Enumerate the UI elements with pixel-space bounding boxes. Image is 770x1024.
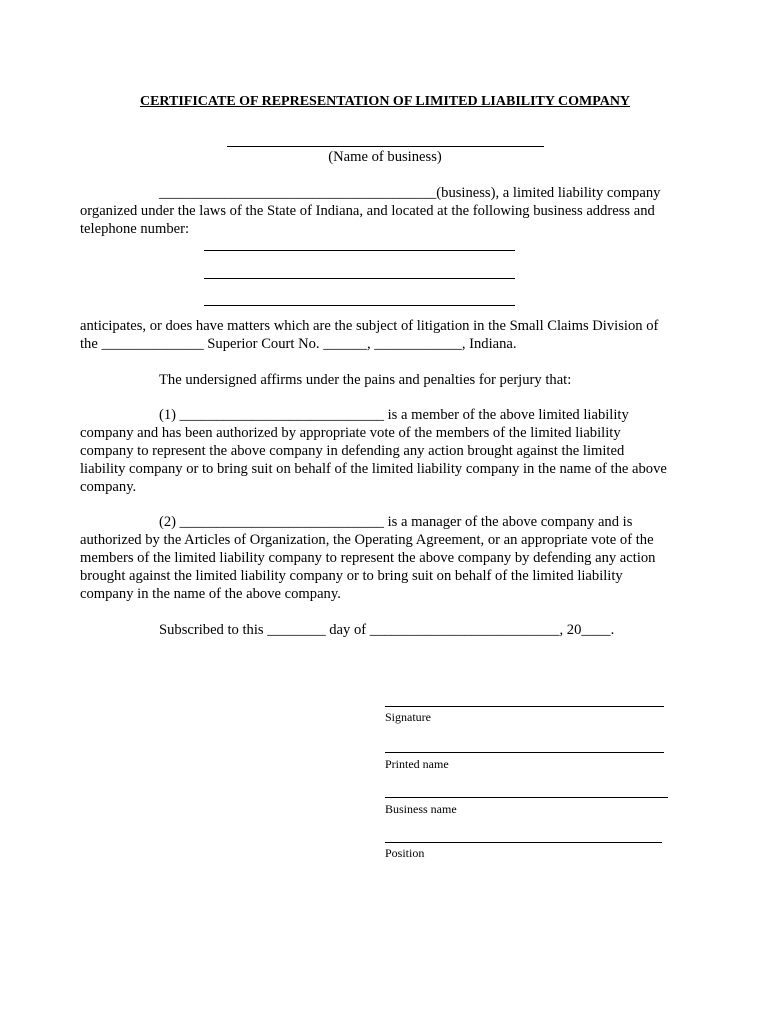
- printed-name-line[interactable]: [385, 752, 664, 753]
- document-title: CERTIFICATE OF REPRESENTATION OF LIMITED LIABILITY COMPANY: [139, 94, 631, 109]
- business-name-label: (Name of business): [328, 149, 442, 165]
- address-blank-2[interactable]: [204, 278, 515, 279]
- business-name-line[interactable]: [385, 797, 668, 798]
- business-name-blank[interactable]: [227, 146, 544, 147]
- business-name-sig-label: Business name: [385, 802, 457, 816]
- clause-1-body: company and has been authorized by appropriate vote of the members of the limited liability company to represent the above company in defending any action brought against the limited liability company or to bring suit on behalf of the limited liability company in the name of the above company.: [80, 425, 667, 495]
- subscribed-line: Subscribed to this ________ day of __________________________, 20____.: [159, 622, 615, 638]
- clause-2-first-line: (2) ____________________________ is a manager of the above company and is: [159, 514, 633, 530]
- clause-2-body: authorized by the Articles of Organization, the Operating Agreement, or an appropriate vote of the members of the limited liability company to represent the above company by defending any action brought against the limited liability company or to bring suit on behalf of the limited liability company in the name of the above company.: [80, 532, 656, 602]
- address-blank-1[interactable]: [204, 250, 515, 251]
- signature-line[interactable]: [385, 706, 664, 707]
- signature-label: Signature: [385, 710, 431, 724]
- matters-line-1: anticipates, or does have matters which are the subject of litigation in the Small Claims Division of: [80, 318, 659, 334]
- affirmation-text: The undersigned affirms under the pains and penalties for perjury that:: [159, 372, 572, 388]
- intro-line-2: organized under the laws of the State of Indiana, and located at the following business address and: [80, 203, 655, 219]
- address-blank-3[interactable]: [204, 305, 515, 306]
- intro-line-1: ______________________________________(business), a limited liability company: [159, 185, 661, 201]
- intro-line-3: telephone number:: [80, 221, 190, 237]
- clause-1-first-line: (1) ____________________________ is a member of the above limited liability: [159, 407, 629, 423]
- position-label: Position: [385, 846, 425, 860]
- position-line[interactable]: [385, 842, 662, 843]
- matters-line-2: the ______________ Superior Court No. ______, ____________, Indiana.: [80, 336, 517, 352]
- printed-name-label: Printed name: [385, 757, 449, 771]
